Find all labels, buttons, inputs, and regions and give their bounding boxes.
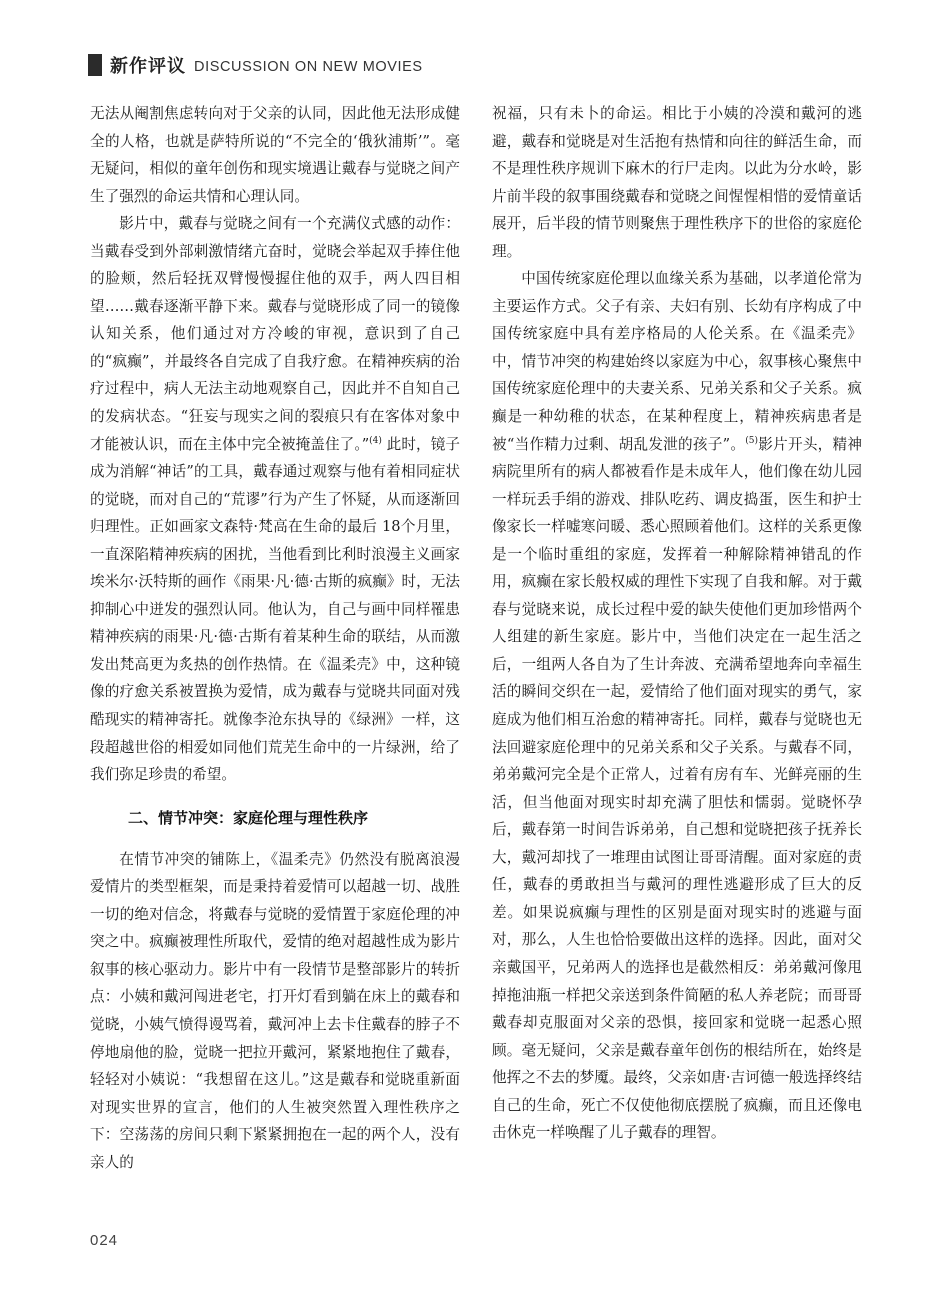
page-number: 024 xyxy=(90,1232,119,1249)
section-title-en: DISCUSSION ON NEW MOVIES xyxy=(194,59,423,75)
paragraph: 无法从阉割焦虑转向对于父亲的认同，因此他无法形成健全的人格，也就是萨特所说的“不完全的‘俄狄浦斯’”。毫无疑问，相似的童年创伤和现实境遇让戴春与觉晓之间产生了强烈的命运共情和心理认同。 xyxy=(90,105,460,205)
paragraph-text: 影片中，戴春与觉晓之间有一个充满仪式感的动作：当戴春受到外部刺激情绪亢奋时，觉晓会举起双手捧住他的脸颊，然后轻抚双臂慢慢握住他的双手，两人四目相望……戴春逐渐平静下来。戴春与觉晓形成了同一的镜像认知关系，他们通过对方冷峻的审视，意识到了自己的“疯癫”，并最终各自完成了自我疗愈。在精神疾病的治疗过程中，病人无法主动地观察自己，因此并不自知自己的发病状态。“狂妄与现实之间的裂痕只有在客体对象中才能被认识，而在主体中完全被掩盖住了。” xyxy=(90,215,460,453)
paragraph: 在情节冲突的铺陈上，《温柔壳》仍然没有脱离浪漫爱情片的类型框架，而是秉持着爱情可以超越一切、战胜一切的绝对信念，将戴春与觉晓的爱情置于家庭伦理的冲突之中。疯癫被理性所取代，爱情的绝对超越性成为影片叙事的核心驱动力。影片中有一段情节是整部影片的转折点：小姨和戴河闯进老宅，打开灯看到躺在床上的戴春和觉晓，小姨气愤得谩骂着，戴河冲上去卡住戴春的脖子不停地扇他的脸，觉晓一把拉开戴河，紧紧地抱住了戴春，轻轻对小姨说：“我想留在这儿。”这是戴春和觉晓重新面对现实世界的宣言，他们的人生被突然置入理性秩序之下：空荡荡的房间只剩下紧紧拥抱在一起的两个人，没有亲人的 xyxy=(90,850,460,1171)
paragraph-text: 此时，镜子成为消解“神话”的工具，戴春通过观察与他有着相同症状的觉晓，而对自己的“荒谬”行为产生了怀疑，从而逐渐回归理性。正如画家文森特·梵高在生命的最后 18个月里，一直深陷精神疾病的困扰，当他看到比利时浪漫主义画家埃米尔·沃特斯的画作《雨果·凡·德·古斯的疯癫》时，无法抑制心中迸发的强烈认同。他认为，自己与画中同样罹患精神疾病的雨果·凡·德·古斯有着某种生命的联结，从而激发出梵高更为炙热的创作热情。在《温柔壳》中，这种镜像的疗愈关系被置换为爱情，成为戴春与觉晓共同面对残酷现实的精神寄托。就像李沧东执导的《绿洲》一样，这段超越世俗的相爱如同他们荒芜生命中的一片绿洲，给了我们弥足珍贵的希望。 xyxy=(90,435,460,784)
paragraph xyxy=(492,265,862,1147)
paragraph xyxy=(90,210,460,788)
section-heading: 二、情节冲突：家庭伦理与理性秩序 xyxy=(128,808,369,827)
header-block-mark xyxy=(88,54,102,76)
right-column xyxy=(492,100,862,1147)
paragraph-text: 影片开头，精神病院里所有的病人都被看作是未成年人，他们像在幼儿园一样玩丢手绢的游戏、排队吃药、调皮捣蛋，医生和护士像家长一样嘘寒问暖、悉心照顾着他们。这样的关系更像是一个临时重组的家庭，发挥着一种解除精神错乱的作用，疯癫在家长般权威的理性下实现了自我和解。对于戴春与觉晓来说，成长过程中爱的缺失使他们更加珍惜两个人组建的新生家庭。影片中，当他们决定在一起生活之后，一组两人各自为了生计奔波、充满希望地奔向幸福生活的瞬间交织在一起，爱情给了他们面对现实的勇气，家庭成为他们相互治愈的精神寄托。同样，戴春与觉晓也无法回避家庭伦理中的兄弟关系和父子关系。与戴春不同，弟弟戴河完全是个正常人，过着有房有车、光鲜亮丽的生活，但当他面对现实时却充满了胆怯和懦弱。觉晓怀孕后，戴春第一时间告诉弟弟，自己想和觉晓把孩子抚养长大，戴河却找了一堆理由试图让哥哥清醒。面对家庭的责任，戴春的勇敢担当与戴河的理性逃避形成了巨大的反差。如果说疯癫与理性的区别是面对现实时的逃避与面对，那么，人生也恰恰要做出这样的选择。因此，面对父亲戴国平，兄弟两人的选择也是截然相反：弟弟戴河像甩掉拖油瓶一样把父亲送到条件简陋的私人养老院；而哥哥戴春却克服面对父亲的恐惧，接回家和觉晓一起悉心照顾。毫无疑问，父亲是戴春童年创伤的根结所在，始终是他挥之不去的梦魇。最终，父亲如唐·吉诃德一般选择终结自己的生命，死亡不仅使他彻底摆脱了疯癫，而且还像电击休克一样唤醒了儿子戴春的理智。 xyxy=(492,435,862,1142)
running-header xyxy=(88,52,423,78)
paragraph: 祝福，只有未卜的命运。相比于小姨的冷漠和戴河的逃避，戴春和觉晓是对生活抱有热情和向往的鲜活生命，而不是理性秩序规训下麻木的行尸走肉。以此为分水岭，影片前半段的叙事围绕戴春和觉晓之间惺惺相惜的爱情童话展开，后半段的情节则聚焦于理性秩序下的世俗的家庭伦理。 xyxy=(492,105,862,260)
footnote-ref: (5) xyxy=(745,435,758,446)
section-title-zh: 新作评议 xyxy=(110,56,186,77)
left-column xyxy=(90,100,460,1176)
footnote-ref: (4) xyxy=(369,435,382,446)
paragraph-text: 中国传统家庭伦理以血缘关系为基础，以孝道伦常为主要运作方式。父子有亲、夫妇有别、长幼有序构成了中国传统家庭中具有差序格局的人伦关系。在《温柔壳》中，情节冲突的构建始终以家庭为中心，叙事核心聚焦中国传统家庭伦理中的夫妻关系、兄弟关系和父子关系。疯癫是一种幼稚的状态，在某种程度上，精神疾病患者是被“当作精力过剩、胡乱发泄的孩子”。 xyxy=(492,270,862,453)
